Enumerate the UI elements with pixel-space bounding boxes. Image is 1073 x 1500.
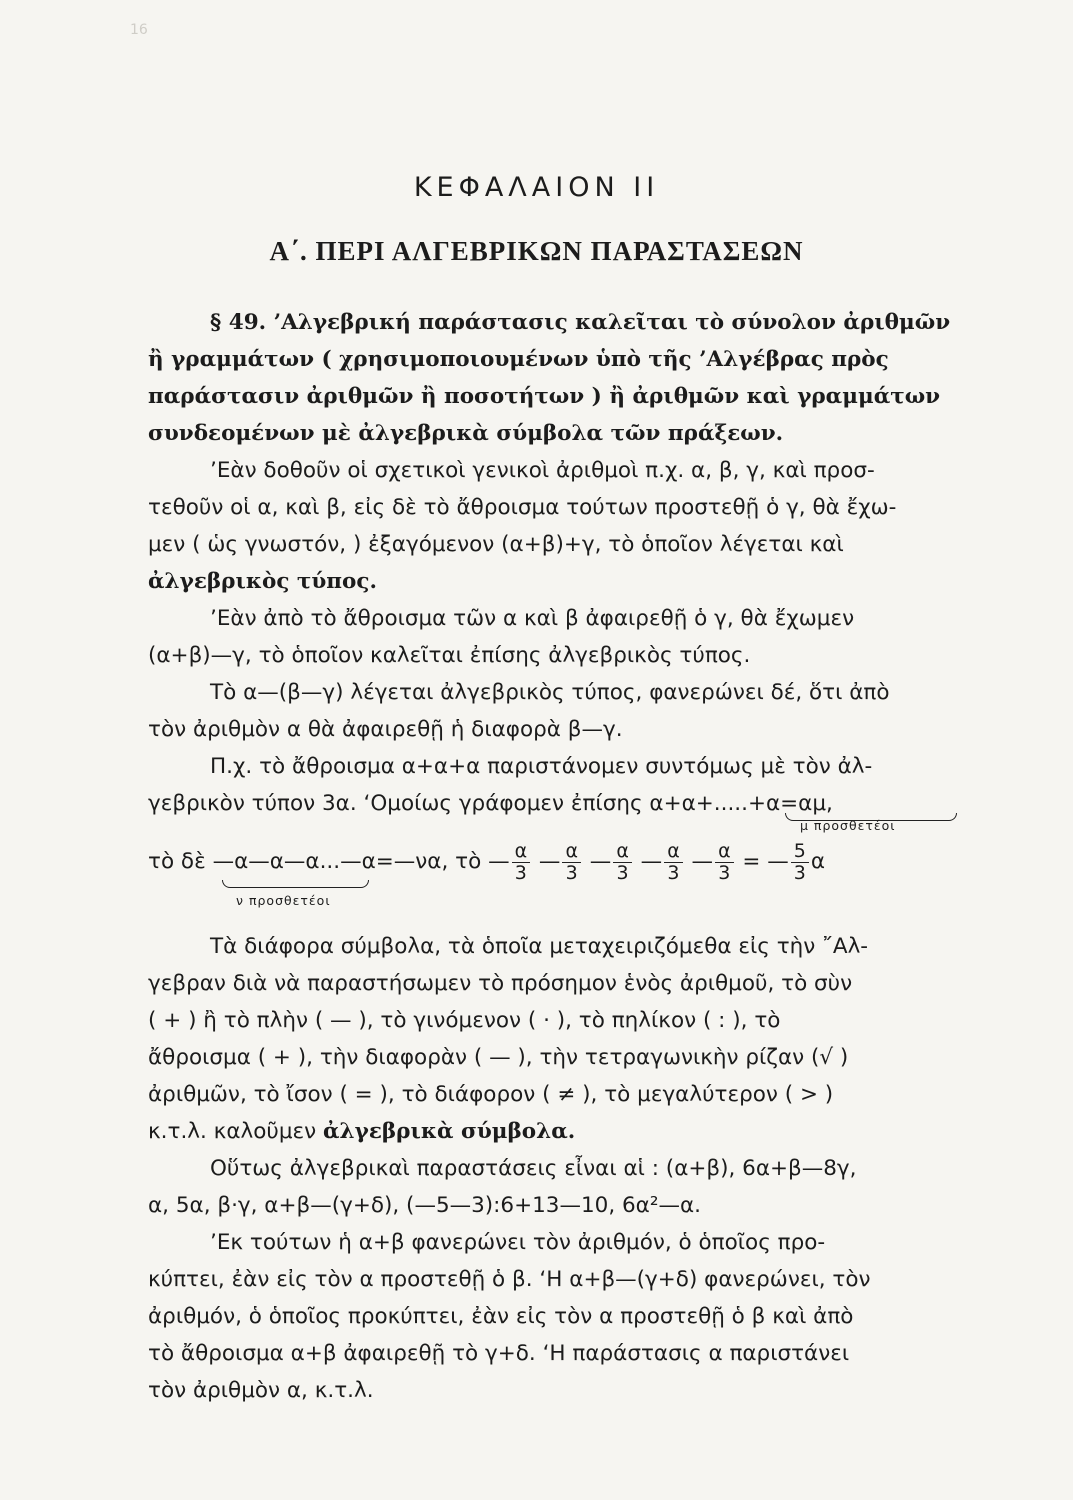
para2-line-2: (α+β)—γ, τὸ ὁποῖον καλεῖται ἐπίσης ἀλγεβρικὸς τύπος. [148,643,751,668]
para7-line-2: κύπτει, ἐὰν εἰς τὸν α προστεθῇ ὁ β. ‘Η α+β—(γ+δ) φανερώνει, τὸν [148,1267,871,1292]
para7-line-3: ἀριθμόν, ὁ ὁποῖος προκύπτει, ἐὰν εἰς τὸν α προστεθῇ ὁ β καὶ ἀπὸ [148,1304,854,1329]
para4-line-3 [148,840,1008,884]
para5-line-3: ( + ) ἢ τὸ πλὴν ( — ), τὸ γινόμενον ( · ), τὸ πηλίκον ( : ), τὸ [148,1008,781,1033]
para4-line-3-text: τὸ δὲ [148,849,206,874]
para5-line-5: ἀριθμῶν, τὸ ἴσον ( = ), τὸ διάφορον ( ≠ ), τὸ μεγαλύτερον ( > ) [148,1082,834,1107]
para1-line-1: ’Εὰν δοθοῦν οἱ σχετικοὶ γενικοὶ ἀριθμοὶ π.χ. α, β, γ, καὶ προσ- [210,458,875,483]
para5-line-2: γεβραν διὰ νὰ παραστήσωμεν τὸ πρόσημον ἑνὸς ἀριθμοῦ, τὸ σὺν [148,971,853,996]
para1-line-4: ἀλγεβρικὸς τύπος. [148,569,377,594]
para7-line-1: ’Εκ τούτων ἡ α+β φανερώνει τὸν ἀριθμόν, ὁ ὁποῖος προ- [210,1230,826,1255]
fraction-4: $\frac{\alpha}{3}$ [664,841,683,884]
chapter-title: ΚΕΦΑΛΑΙΟΝ ΙΙ [413,172,660,203]
fraction-3: $\frac{\alpha}{3}$ [613,841,632,884]
para6-line-2: α, 5α, β·γ, α+β—(γ+δ), (—5—3):6+13—10, 6α²—α. [148,1193,701,1218]
para5-line-6 [148,1113,1008,1150]
fraction-1: $\frac{\alpha}{3}$ [512,841,531,884]
para7-line-4: τὸ ἄθροισμα α+β ἀφαιρεθῇ τὸ γ+δ. ‘Η παράστασις α παριστάνει [148,1341,850,1366]
definition-line-3: παράστασιν ἀριθμῶν ἢ ποσοτήτων ) ἢ ἀριθμῶν καὶ γραμμάτων [148,384,941,409]
para5-line-6-text: κ.τ.λ. καλοῦμεν [148,1119,317,1144]
fraction-sequence: — $\frac{\alpha}{3}$ — $\frac{\alpha}{3}$ — $\frac{\alpha}{3}$ — $\frac{\alpha}{3}$ — $\frac{\alpha}{3}$ = — $\frac{5}{3}$ α [488,839,826,884]
definition-line-1: § 49. ’Αλγεβρική παράστασις καλεῖται τὸ σύνολον ἀριθμῶν [210,310,951,335]
para4-line-2-text: γεβρικὸν τύπον 3α. ‘Ομοίως γράφομεν ἐπίσης [148,791,643,816]
page-number: 16 [130,22,148,38]
fraction-2: $\frac{\alpha}{3}$ [562,841,581,884]
definition-line-4: συνδεομένων μὲ ἀλγεβρικὰ σύμβολα τῶν πράξεων. [148,421,784,446]
definition-line-2: ἢ γραμμάτων ( χρησιμοποιουμένων ὑπὸ τῆς ’Αλγέβρας πρὸς [148,347,889,372]
section-title: Α΄. ΠΕΡΙ ΑΛΓΕΒΡΙΚΩΝ ΠΑΡΑΣΤΑΣΕΩΝ [269,236,804,266]
para5-line-6-bold: ἀλγεβρικὰ σύμβολα. [323,1119,576,1144]
brace-mu-label: μ προσθετέοι [800,818,896,833]
brace-nu-label: ν προσθετέοι [236,893,331,908]
para6-line-1: Οὕτως ἀλγεβρικαὶ παραστάσεις εἶναι αἱ : (α+β), 6α+β—8γ, [210,1156,857,1181]
sum-expression: α+α+.....+α=αμ, [649,791,833,816]
difference-expression: —α—α—α...—α=—να, τὸ [212,849,482,874]
para1-line-3: μεν ( ὡς γνωστόν, ) ἐξαγόμενον (α+β)+γ, τὸ ὁποῖον λέγεται καὶ [148,532,844,557]
brace-nu [222,880,369,888]
para5-line-1: Τὰ διάφορα σύμβολα, τὰ ὁποῖα μεταχειριζόμεθα εἰς τὴν ῎Αλ- [210,934,869,959]
result-variable: α [810,849,826,874]
para5-line-4: ἄθροισμα ( + ), τὴν διαφορὰν ( — ), τὴν τετραγωνικὴν ρίζαν (√ ) [148,1045,849,1070]
para3-line-2: τὸν ἀριθμὸν α θὰ ἀφαιρεθῇ ἡ διαφορὰ β—γ. [148,717,623,742]
para3-line-1: Τὸ α—(β—γ) λέγεται ἀλγεβρικὸς τύπος, φανερώνει δέ, ὅτι ἀπὸ [210,680,890,705]
fraction-result: $\frac{5}{3}$ [791,841,809,884]
para7-line-5: τὸν ἀριθμὸν α, κ.τ.λ. [148,1378,374,1403]
para2-line-1: ’Εὰν ἀπὸ τὸ ἄθροισμα τῶν α καὶ β ἀφαιρεθῇ ὁ γ, θὰ ἔχωμεν [210,606,855,631]
para1-line-2: τεθοῦν οἱ α, καὶ β, εἰς δὲ τὸ ἄθροισμα τούτων προστεθῇ ὁ γ, θὰ ἔχω- [148,495,897,520]
para4-line-1: Π.χ. τὸ ἄθροισμα α+α+α παριστάνομεν συντόμως μὲ τὸν ἀλ- [210,754,873,779]
fraction-5: $\frac{\alpha}{3}$ [715,841,734,884]
